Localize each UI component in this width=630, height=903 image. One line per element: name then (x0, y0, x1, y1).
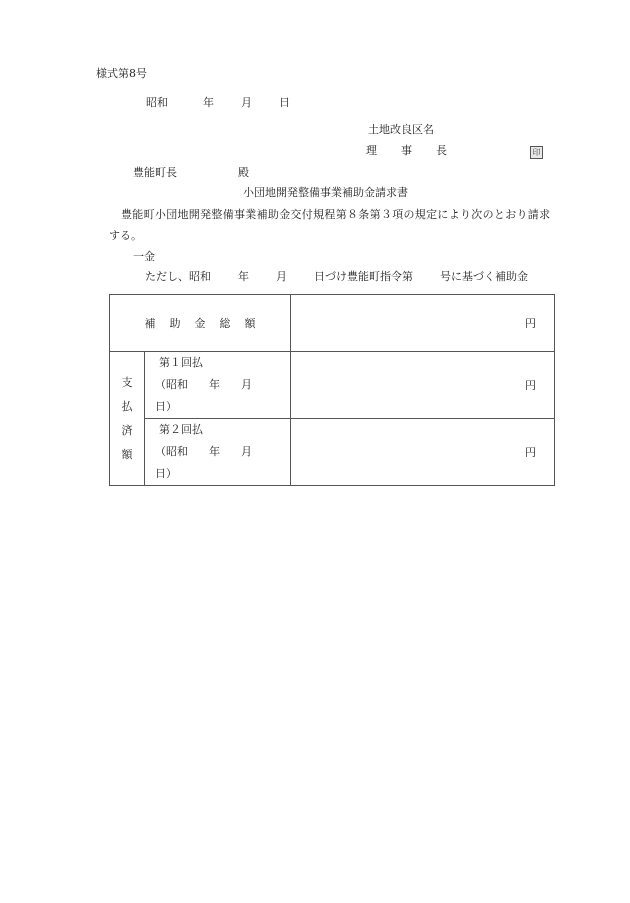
label-char: 額 (121, 447, 133, 461)
yen-unit: 円 (525, 317, 536, 330)
date-open: （昭和 (155, 378, 188, 391)
date-day: 日 (279, 96, 290, 109)
title-char: 理 (366, 144, 377, 157)
date-year: 年 (209, 378, 220, 391)
payment-row-2 (110, 419, 555, 486)
form-number: 様式第8号 (96, 67, 147, 80)
label-char: 総 (219, 317, 231, 330)
seal-icon: 印 (530, 146, 543, 159)
date-month: 月 (241, 378, 252, 391)
label-char: 済 (121, 423, 133, 437)
payment-row-1 (110, 352, 555, 419)
date-day: 日） (155, 467, 177, 480)
note-suffix: 号に基づく補助金 (440, 270, 528, 283)
date-era: 昭和 (146, 96, 168, 109)
date-year: 年 (209, 445, 220, 458)
yen-unit: 円 (525, 379, 536, 392)
note-line (145, 270, 528, 284)
date-month: 月 (241, 445, 252, 458)
payment-2-amount[interactable] (291, 419, 555, 486)
date-open: （昭和 (155, 445, 188, 458)
date-day: 日） (155, 400, 177, 413)
note-day-ref: 日づけ豊能町指令第 (314, 270, 413, 283)
label-char: 補 (144, 317, 156, 330)
body-line-1: 豊能町小団地開発整備事業補助金交付規程第８条第３項の規定により次のとおり請求 (121, 208, 551, 221)
label-char: 額 (244, 317, 256, 330)
chairman-title (366, 144, 447, 158)
label-char: 助 (169, 317, 181, 330)
subsidy-table (109, 294, 555, 486)
note-prefix: ただし、昭和 (145, 270, 211, 283)
amount-label: 一金 (133, 250, 155, 263)
title-char: 事 (401, 144, 412, 157)
payment-2-date (155, 441, 290, 485)
total-row (110, 295, 555, 352)
label-char: 支 (121, 375, 133, 389)
org-name-label: 土地改良区名 (368, 123, 434, 136)
label-char: 金 (194, 317, 206, 330)
title-char: 長 (436, 144, 447, 157)
addressee-honorific: 殿 (238, 166, 249, 179)
total-amount-value[interactable] (291, 295, 555, 352)
label-char: 払 (121, 399, 133, 413)
note-month: 月 (276, 270, 287, 283)
payment-2-label: 第２回払 (159, 423, 203, 436)
date-year: 年 (203, 96, 214, 109)
addressee-name: 豊能町長 (133, 166, 177, 179)
paid-amount-label (110, 352, 145, 486)
total-amount-label (110, 295, 291, 352)
date-month: 月 (241, 96, 252, 109)
document-title: 小団地開発整備事業補助金請求書 (243, 186, 408, 199)
payment-1-amount[interactable] (291, 352, 555, 419)
payment-2-label-cell (145, 419, 291, 486)
date-line (146, 96, 290, 110)
payment-1-label: 第１回払 (159, 356, 203, 369)
payment-1-label-cell (145, 352, 291, 419)
payment-1-date (155, 374, 290, 418)
body-line-2: する。 (109, 229, 142, 242)
note-year: 年 (238, 270, 249, 283)
yen-unit: 円 (525, 446, 536, 459)
